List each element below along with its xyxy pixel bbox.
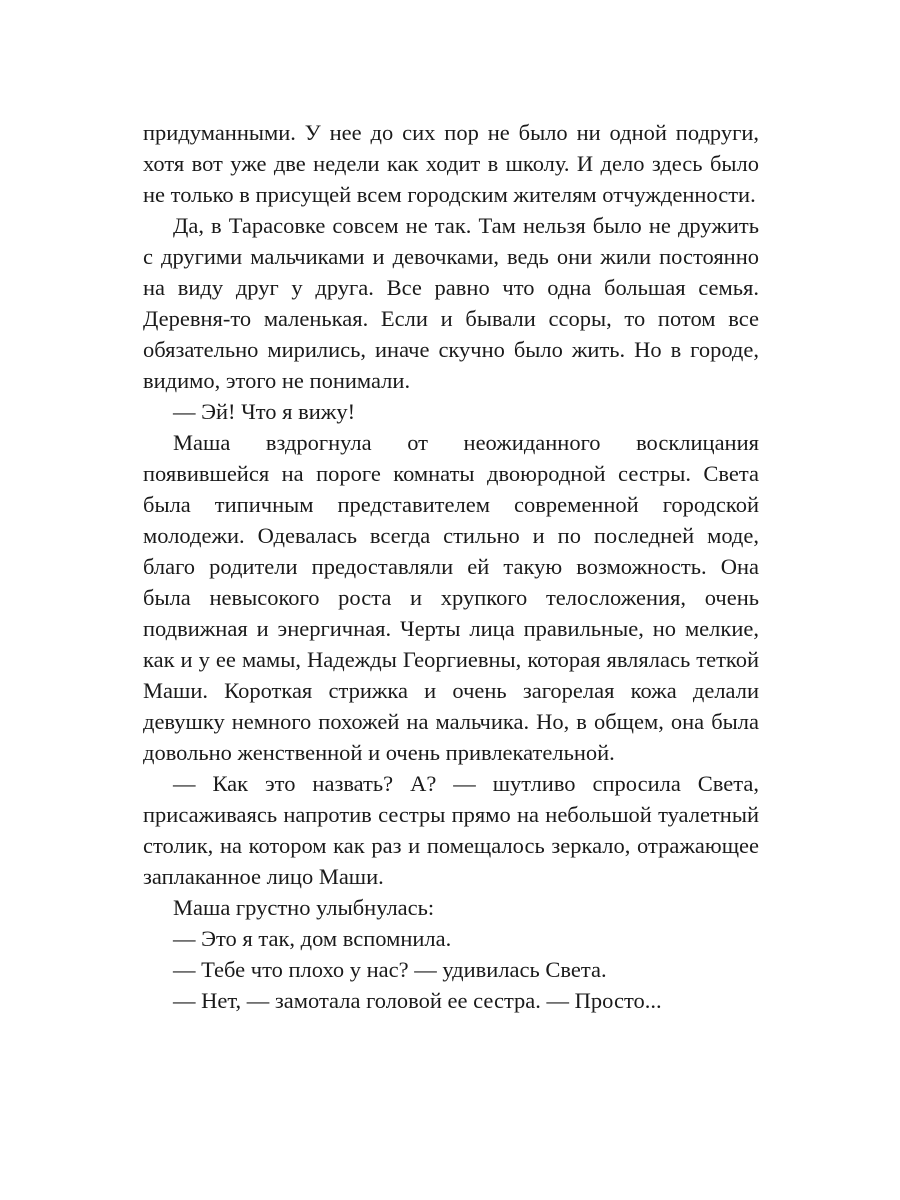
paragraph: Маша грустно улыбнулась: (173, 895, 435, 920)
paragraph: Да, в Тарасовке совсем не так. Там нельзя было не дружить с другими мальчиками и девочками, ведь они жили постоянно на виду друг у друга. Все равно что одна большая семья. Деревня-то маленькая. Если и бывали ссоры, то потом все обязательно мирились, иначе скучно было жить. Но в городе, видимо, этого не понимали. (143, 213, 759, 393)
paragraph: Маша вздрогнула от неожиданного восклицания появившейся на пороге комнаты двоюродной сестры. Света была типичным представителем современной городской молодежи. Одевалась всегда стильно и по последней моде, благо родители предоставляли ей такую возможность. Она была невысокого роста и хрупкого телосложения, очень подвижная и энергичная. Черты лица правильные, но мелкие, как и у ее мамы, Надежды Георгиевны, которая являлась теткой Маши. Короткая стрижка и очень загорелая кожа делали девушку немного похожей на мальчика. Но, в общем, она была довольно женственной и очень привлекательной. (143, 430, 759, 765)
dialogue-line: — Нет, — замотала головой ее сестра. — Просто... (173, 988, 662, 1013)
paragraph-continued: придуманными. У нее до сих пор не было ни одной подруги, хотя вот уже две недели как ходит в школу. И дело здесь было не только в присущей всем городским жителям отчужденности. (143, 120, 759, 207)
dialogue-line: — Эй! Что я вижу! (173, 399, 356, 424)
dialogue-paragraph: — Как это назвать? А? — шутливо спросила Света, присаживаясь напротив сестры прямо на небольшой туалетный столик, на котором как раз и помещалось зеркало, отражающее заплаканное лицо Маши. (143, 771, 759, 889)
page-body (143, 117, 759, 1016)
dialogue-line: — Тебе что плохо у нас? — удивилась Света. (173, 957, 607, 982)
dialogue-line: — Это я так, дом вспомнила. (173, 926, 452, 951)
